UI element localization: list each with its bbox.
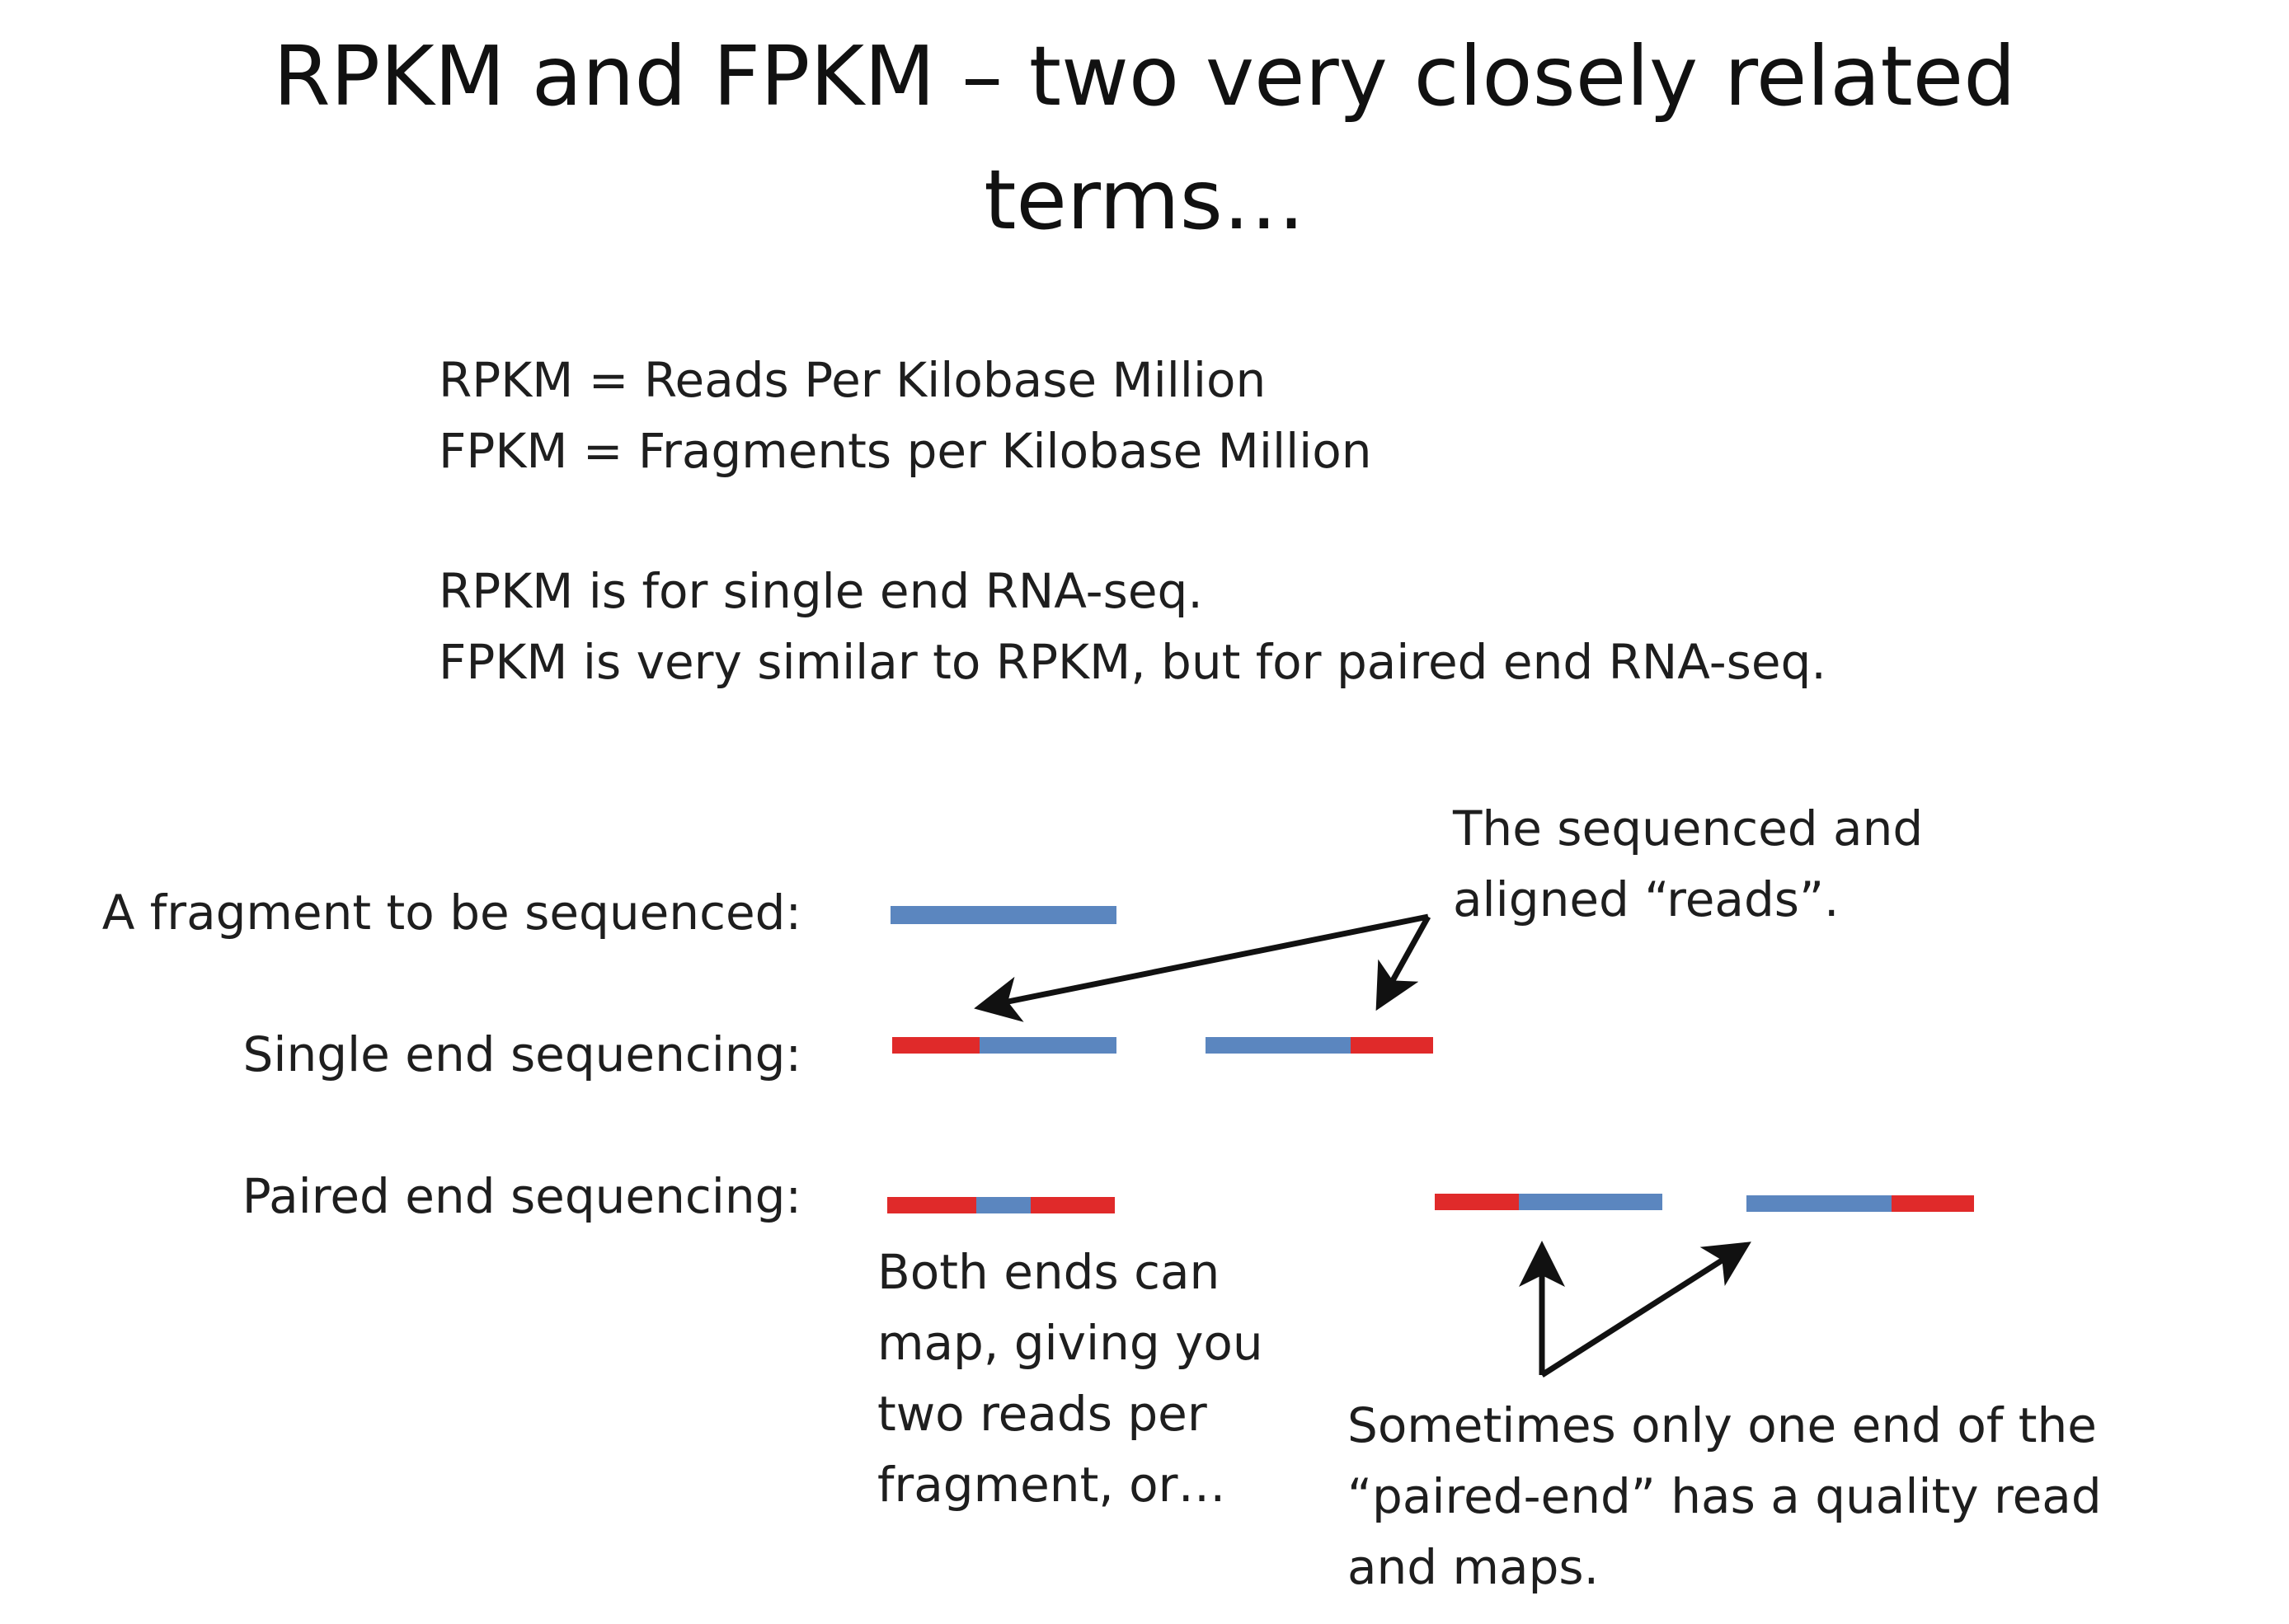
both-ends-annotation-line-4: fragment, or…: [877, 1457, 1226, 1513]
arrow-to-right-read: [1379, 917, 1428, 1006]
rpkm-usage: RPKM is for single end RNA-seq.: [439, 563, 1203, 619]
fpkm-usage: FPKM is very similar to RPKM, but for paired end RNA-seq.: [439, 634, 1826, 690]
reads-annotation-line-1: The sequenced and: [1453, 800, 1924, 857]
rpkm-definition: RPKM = Reads Per Kilobase Million: [439, 352, 1267, 408]
reads-annotation-line-2: aligned “reads”.: [1453, 871, 1840, 927]
label-single-end: Single end sequencing:: [242, 1026, 801, 1082]
both-ends-annotation-line-3: two reads per: [877, 1386, 1207, 1442]
one-end-annotation-line-3: and maps.: [1347, 1539, 1600, 1595]
label-paired-end: Paired end sequencing:: [242, 1168, 801, 1224]
both-ends-annotation-line-1: Both ends can: [877, 1244, 1220, 1300]
arrow-to-right-pair: [1542, 1245, 1746, 1375]
both-ends-annotation: [877, 1237, 1263, 1520]
slide-title-line-1: RPKM and FPKM – two very closely related: [273, 28, 2016, 124]
both-ends-annotation-line-2: map, giving you: [877, 1315, 1263, 1371]
slide-title-line-2: terms…: [984, 152, 1305, 248]
one-end-annotation-line-1: Sometimes only one end of the: [1347, 1397, 2097, 1453]
fpkm-definition: FPKM = Fragments per Kilobase Million: [439, 423, 1372, 479]
reads-annotation: [1453, 793, 1923, 935]
label-fragment: A fragment to be sequenced:: [101, 885, 801, 941]
one-end-annotation-line-2: “paired-end” has a quality read: [1347, 1468, 2102, 1524]
one-end-annotation: [1347, 1390, 2102, 1603]
arrow-to-left-read: [980, 917, 1428, 1007]
